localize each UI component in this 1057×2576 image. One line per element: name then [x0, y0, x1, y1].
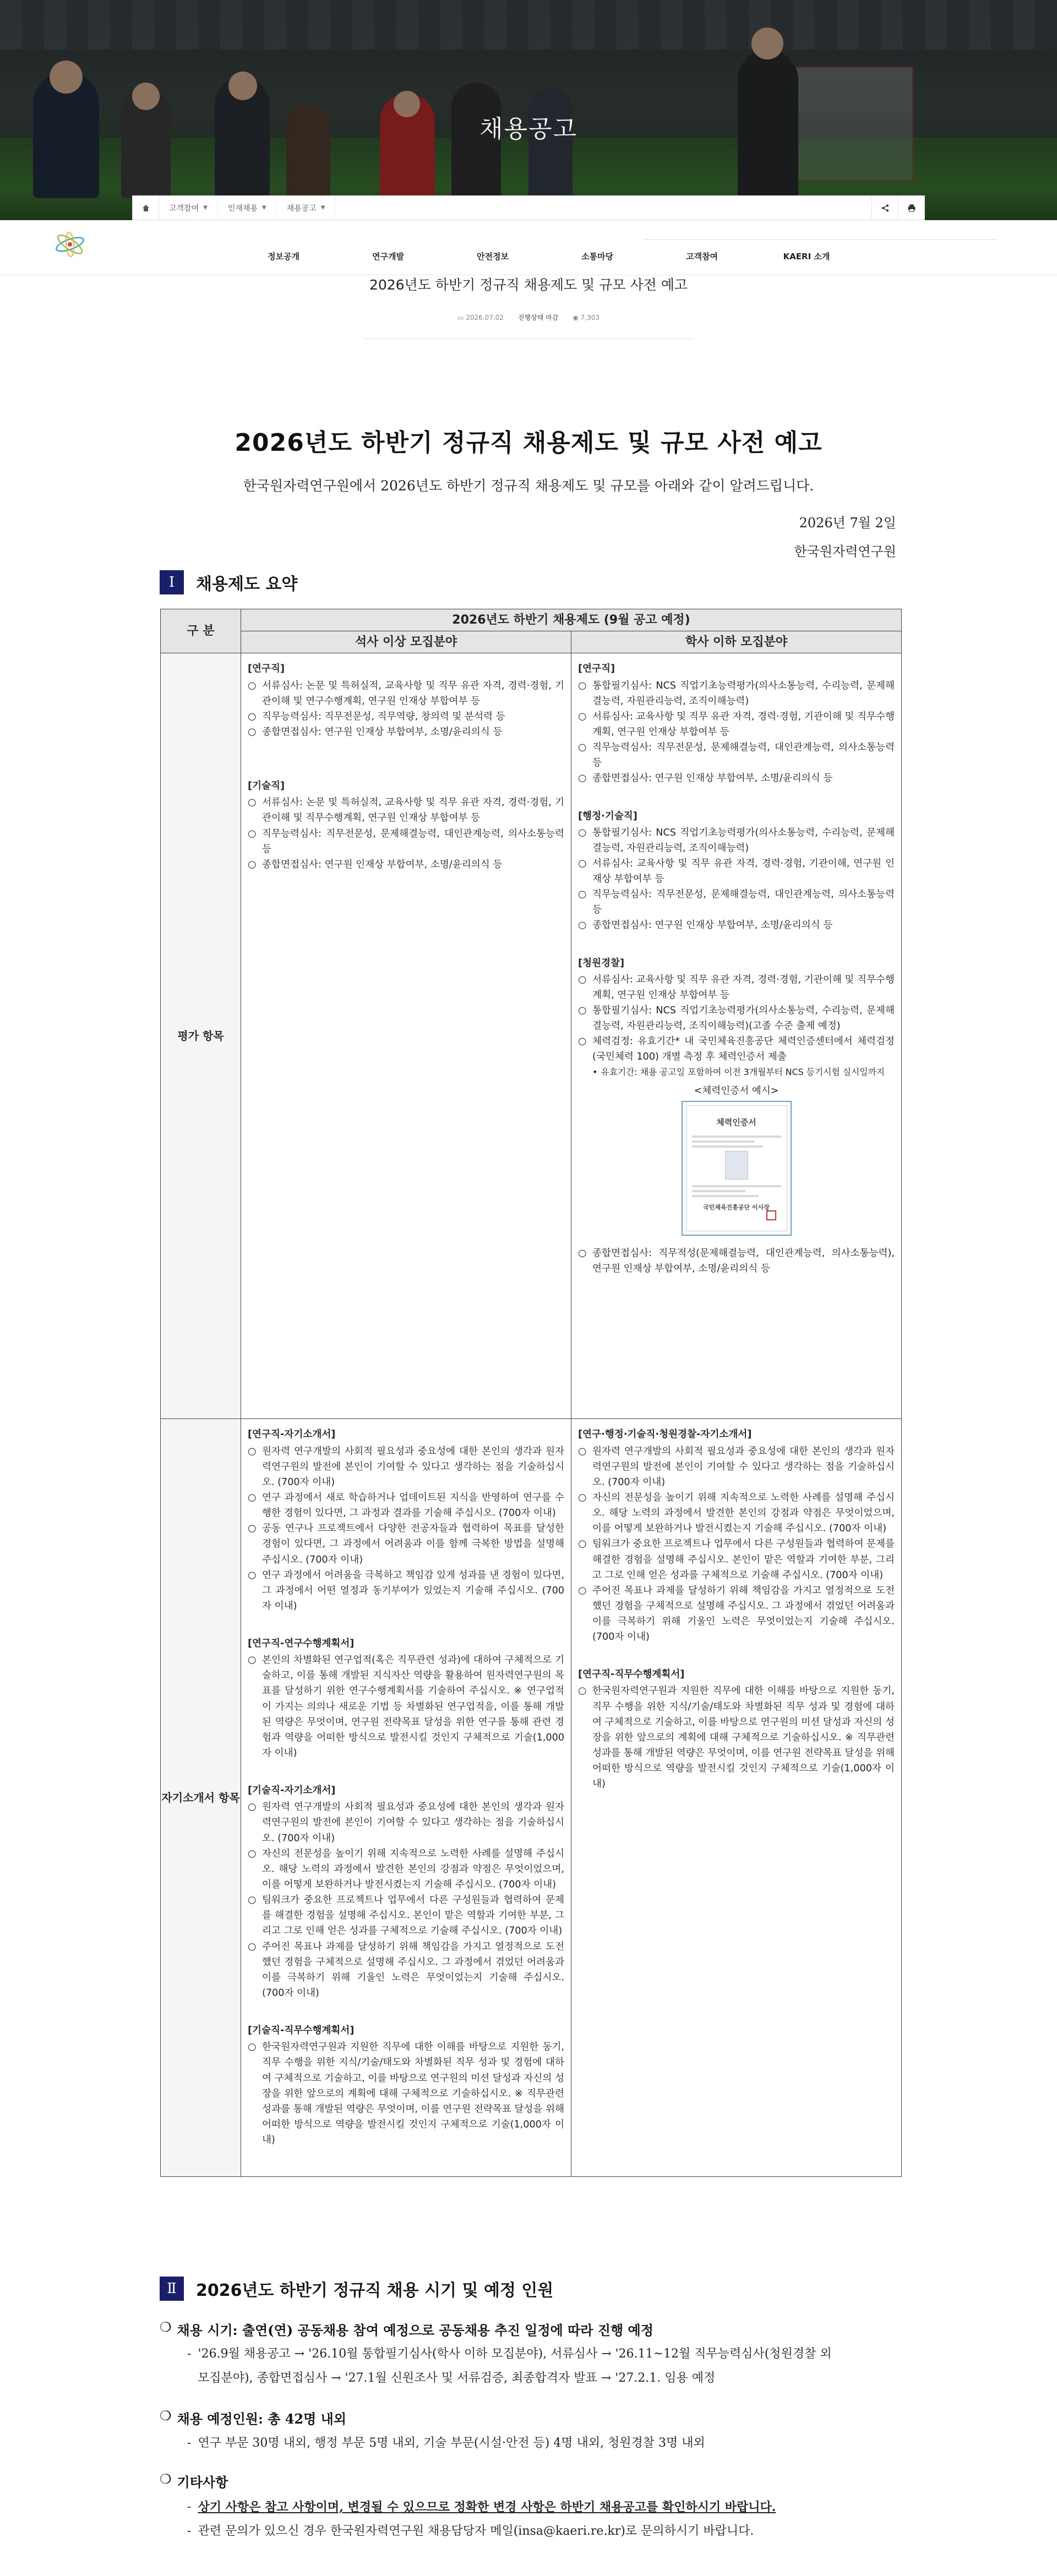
criteria-item: ○ 주어진 목표나 과제를 달성하기 위해 책임감을 가지고 열정적으로 도전했던 경험을 구체적으로 설명해 주십시오. 그 과정에서 겪었던 어려움과 이를 극복하기 위해 기울인 노력은 무엇이었는지 기술해 주십시오. (700자 이내): [248, 1941, 564, 1999]
criteria-item: ○ 한국원자력연구원과 지원한 직무에 대한 이해를 바탕으로 지원한 동기, 직무 수행을 위한 지식/기술/태도와 차별화된 직무 성과 및 경험에 대하여 구체적으로 기술하고, 이를 바탕으로 연구원의 미션 달성과 자신의 성장을 위한 앞으로의 계획에 대해 구체적으로 기술하십시오. ※ 직무관련 성과를 통해 개발된 역량은 무엇이며, 이를 연구원 전략목표 달성을 위해 어떠한 방식으로 역량을 발전시킬 것인지 구체적으로 기술(1,000자 이내): [248, 2042, 564, 2146]
criteria-item: ○ 본인의 차별화된 연구업적(혹은 직무관련 성과)에 대하여 구체적으로 기술하고, 이를 통해 개발된 지식자산 역량을 활용하여 원자력연구원의 목표를 달성하기 위한 연구수행계획서를 기술하여 주십시오. ※ 연구업적이 가지는 의의나 새로운 기법 등 차별화된 연구업적을, 이를 통해 개발된 역량은 무엇이며, 연구원 전략목표 달성을 위한 연구를 통해 관련 경험과 역량을 어떠한 방식으로 발전시킬 것인지 구체적으로 기술(1,000자 이내): [248, 1655, 565, 1759]
criteria-block: [248, 1636, 564, 1761]
criteria-item: ○ 통합필기심사: NCS 직업기초능력평가(의사소통능력, 수리능력, 문제해결능력, 자원관리능력, 조직이해능력): [578, 827, 895, 854]
bullet-heading: ❍ 채용 시기: 출연(연) 공동채용 참여 예정으로 공동채용 추진 일정에 따라 진행 예정: [160, 2320, 653, 2338]
certificate-example-image: 체력인증서 국민체육진흥공단 이사장: [682, 1101, 792, 1236]
criteria-item: ○ 직무능력심사: 직무전문성, 직무역량, 창의력 및 분석력 등: [248, 711, 505, 722]
share-icon[interactable]: [871, 196, 898, 220]
criteria-title: [기술직]: [248, 781, 285, 792]
gnb-item[interactable]: 정보공개: [268, 252, 299, 261]
breadcrumb-item[interactable]: 인재채용 ▼: [218, 196, 277, 220]
criteria-block: [248, 1427, 564, 1614]
bullet-detail: - 연구 부문 30명 내외, 행정 부문 5명 내외, 기술 부문(시설·안전 등) 4명 내외, 청원경찰 3명 내외: [187, 2436, 705, 2450]
post-title: 2026년도 하반기 정규직 채용제도 및 규모 사전 예고: [369, 277, 688, 293]
bullet-detail: 모집분야), 종합면접심사 → '27.1월 신원조사 및 서류검증, 최종합격자 발표 → '27.2.1. 임용 예정: [198, 2371, 716, 2385]
section-heading: [160, 570, 297, 594]
criteria-title: [연구·행정·기술직·청원경찰-자기소개서]: [578, 1429, 752, 1440]
eval-right-cell: [571, 653, 902, 1419]
criteria-item: ○ 서류심사: 교육사항 및 직무 유관 자격, 경력·경험, 기관이해 및 직무수행계획, 연구원 인재상 부합여부 등: [578, 974, 895, 1001]
section-title: 채용제도 요약: [196, 575, 298, 594]
criteria-item: ○ 종합면접심사: 연구원 인재상 부합여부, 소명/윤리의식 등: [248, 726, 503, 738]
chevron-down-icon: ▼: [320, 205, 325, 211]
row-header: 평가 항목: [161, 653, 241, 1419]
breadcrumb-item[interactable]: 고객참여 ▼: [159, 196, 218, 220]
intro-left-cell: [241, 1419, 571, 2177]
criteria-block: [248, 661, 564, 740]
criteria-title: [청원경찰]: [578, 957, 625, 969]
criteria-item: ○ 공동 연구나 프로젝트에서 다양한 전공자들과 협력하여 목표를 달성한 경험이 있다면, 그 과정에서 어려움과 이를 함께 극복한 방법을 설명해 주십시오. (700자 이내): [248, 1523, 564, 1565]
criteria-item: ○ 통합필기심사: NCS 직업기초능력평가(의사소통능력, 수리능력, 문제해결능력, 자원관리능력, 조직이해능력)(고졸 수준 출제 예정): [578, 1005, 895, 1032]
document-intro: 한국원자력연구원에서 2026년도 하반기 정규직 채용제도 및 규모를 아래와 같이 알려드립니다.: [243, 478, 814, 494]
criteria-item: ○ 원자력 연구개발의 사회적 필요성과 중요성에 대한 본인의 생각과 원자력연구원의 발전에 본인이 기여할 수 있다고 생각하는 점을 기술하십시오. (700자 이내): [248, 1802, 564, 1844]
table-col-header: 석사 이상 모집분야: [241, 631, 571, 653]
criteria-item: ○ 연구 과정에서 어려움을 극복하고 책임감 있게 성과를 낸 경험이 있다면, 그 과정에서 어떤 열정과 동기부여가 있었는지 기술해 주십시오. (700자 이내): [248, 1569, 564, 1612]
criteria-title: [연구직-직무수행계획서]: [578, 1669, 685, 1680]
document-org: 한국원자력연구원: [794, 544, 896, 559]
criteria-block: [248, 2023, 564, 2148]
section-heading: [160, 2277, 553, 2301]
criteria-item: ○ 체력검정: 유효기간* 내 국민체육진흥공단 체력인증센터에서 체력검정(국민체력 100) 개별 측정 후 체력인증서 제출: [578, 1036, 895, 1063]
document-title: 2026년도 하반기 정규직 채용제도 및 규모 사전 예고: [235, 429, 822, 457]
row-header: 자기소개서 항목: [161, 1419, 241, 2177]
criteria-title: [행정·기술직]: [578, 810, 638, 822]
table-col-header: 학사 이하 모집분야: [571, 631, 902, 653]
criteria-item: ○ 원자력 연구개발의 사회적 필요성과 중요성에 대한 본인의 생각과 원자력연구원의 발전에 본인이 기여할 수 있다고 생각하는 점을 기술하십시오. (700자 이내): [578, 1445, 895, 1488]
bullet-heading: ❍ 기타사항: [160, 2471, 228, 2490]
criteria-item: ○ 종합면접심사: 연구원 인재상 부합여부, 소명/윤리의식 등: [248, 859, 503, 870]
bullet-detail: - 상기 사항은 참고 사항이며, 변경될 수 있으므로 정확한 변경 사항은 하반기 채용공고를 확인하시기 바랍니다.: [187, 2500, 776, 2514]
home-icon[interactable]: [133, 196, 159, 220]
criteria-title: [연구직]: [578, 663, 615, 675]
section-number: Ⅰ: [160, 570, 184, 594]
bullet-detail: - 관련 문의가 있으신 경우 한국원자력연구원 채용담당자 메일(insa@kaeri.re.kr)로 문의하시기 바랍니다.: [187, 2524, 754, 2538]
criteria-item: ○ 팀워크가 중요한 프로젝트나 업무에서 다른 구성원들과 협력하여 문제를 해결한 경험을 설명해 주십시오. 본인이 맡은 역할과 기여한 부분, 그리고 그로 인해 얻은 성과를 구체적으로 기술해 주십시오. (700자 이내): [578, 1538, 895, 1581]
breadcrumb: [132, 195, 925, 220]
section-number: Ⅱ: [160, 2277, 184, 2301]
table-top-header: 2026년도 하반기 채용제도 (9월 공고 예정): [241, 609, 902, 631]
gnb-item[interactable]: 소통마당: [581, 252, 613, 261]
criteria-item: ○ 자신의 전문성을 높이기 위해 지속적으로 노력한 사례를 설명해 주십시오. 해당 노력의 과정에서 발견한 본인의 강점과 약점은 무엇이었으며, 이를 어떻게 보완하거나 발전시켰는지 기술해 주십시오. (700자 이내): [248, 1848, 564, 1891]
post-status: 진행상태 마감: [517, 314, 559, 321]
criteria-note: • 유효기간: 채용 공고일 포함하여 이전 3개월부터 NCS 등기시험 실시일까지: [592, 1066, 885, 1077]
criteria-title: [연구직]: [248, 663, 285, 675]
gnb-item[interactable]: KAERI 소개: [783, 252, 830, 261]
criteria-item: ○ 서류심사: 논문 및 특허실적, 교육사항 및 직무 유관 자격, 경력·경험, 기관이해 및 직무수행계획, 연구원 인재상 부합여부 등: [248, 797, 564, 824]
criteria-item: ○ 팀워크가 중요한 프로젝트나 업무에서 다른 구성원들과 협력하여 문제를 해결한 경험을 설명해 주십시오. 본인이 맡은 역할과 기여한 부분, 그리고 그로 인해 얻은 성과를 구체적으로 기술해 주십시오. (700자 이내): [248, 1895, 564, 1937]
criteria-item: ○ 종합면접심사: 연구원 인재상 부합여부, 소명/윤리의식 등: [578, 920, 833, 931]
kaeri-logo[interactable]: [51, 226, 89, 264]
criteria-item: ○ 종합면접심사: 직무적성(문제해결능력, 대인관계능력, 의사소통능력), 연구원 인재상 부합여부, 소명/윤리의식 등: [578, 1248, 895, 1275]
intro-right-cell: [571, 1419, 902, 2177]
criteria-block: [248, 778, 564, 872]
chevron-down-icon: ▼: [261, 205, 266, 211]
gnb-item[interactable]: 연구개발: [372, 252, 404, 261]
criteria-item: ○ 직무능력심사: 직무전문성, 문제해결능력, 대인관계능력, 의사소통능력 등: [578, 742, 895, 769]
criteria-block: [578, 1427, 895, 1645]
calendar-icon: ▭ 2026.07.02: [457, 313, 504, 321]
criteria-item: ○ 서류심사: 교육사항 및 직무 유관 자격, 경력·경험, 기관이해, 연구원 인재상 부합여부 등: [578, 858, 895, 885]
hero-banner: [0, 0, 1057, 220]
criteria-block: [578, 661, 895, 786]
criteria-block: [578, 956, 895, 1277]
criteria-block: [578, 1667, 895, 1792]
criteria-title: [기술직-자기소개서]: [248, 1785, 336, 1797]
criteria-title: [기술직-직무수행계획서]: [248, 2025, 355, 2037]
criteria-item: ○ 직무능력심사: 직무전문성, 문제해결능력, 대인관계능력, 의사소통능력 등: [578, 889, 895, 916]
criteria-item: ○ 자신의 전문성을 높이기 위해 지속적으로 노력한 사례를 설명해 주십시오. 해당 노력의 과정에서 발견한 본인의 강점과 약점은 무엇이었으며, 이를 어떻게 보완하거나 발전시켰는지 기술해 주십시오. (700자 이내): [578, 1492, 895, 1535]
gnb-item[interactable]: 고객참여: [686, 252, 718, 261]
main-navigation: [0, 220, 1057, 275]
certificate-caption: <체력인증서 예시>: [694, 1085, 779, 1096]
gnb-item[interactable]: 안전정보: [477, 252, 509, 261]
criteria-item: ○ 원자력 연구개발의 사회적 필요성과 중요성에 대한 본인의 생각과 원자력연구원의 발전에 본인이 기여할 수 있다고 생각하는 점을 기술하십시오. (700자 이내): [248, 1445, 564, 1488]
criteria-item: ○ 서류심사: 교육사항 및 직무 유관 자격, 경력·경험, 기관이해 및 직무수행계획, 연구원 인재상 부합여부 등: [578, 711, 895, 738]
document-date: 2026년 7월 2일: [799, 515, 896, 531]
print-icon[interactable]: [898, 196, 924, 220]
eval-left-cell: [241, 653, 571, 1419]
criteria-item: ○ 직무능력심사: 직무전문성, 문제해결능력, 대인관계능력, 의사소통능력 등: [248, 828, 564, 855]
criteria-block: [578, 809, 895, 934]
criteria-item: ○ 종합면접심사: 연구원 인재상 부합여부, 소명/윤리의식 등: [578, 773, 833, 784]
recruitment-table: [160, 609, 902, 2177]
criteria-item: ○ 한국원자력연구원과 지원한 직무에 대한 이해를 바탕으로 지원한 동기, 직무 수행을 위한 지식/기술/태도와 차별화된 직무 성과 및 경험에 대하여 구체적으로 기술하고, 이를 바탕으로 연구원의 미션 달성과 자신의 성장을 위한 앞으로의 계획에 대해 구체적으로 기술하십시오. ※ 직무관련 성과를 통해 개발된 역량은 무엇이며, 이를 연구원 전략목표 달성을 위해 어떠한 방식으로 역량을 발전시킬 것인지 구체적으로 기술(1,000자 이내): [578, 1685, 895, 1790]
breadcrumb-item[interactable]: 채용공고 ▼: [277, 196, 336, 220]
criteria-title: [연구직-자기소개서]: [248, 1429, 336, 1440]
bullet-detail: - '26.9월 채용공고 → '26.10월 통합필기심사(학사 이하 모집분야), 서류심사 → '26.11~12월 직무능력심사(청원경찰 외: [187, 2347, 832, 2361]
hero-title: 채용공고: [479, 115, 577, 143]
section-title: 2026년도 하반기 정규직 채용 시기 및 예정 인원: [196, 2281, 554, 2300]
criteria-item: ○ 연구 과정에서 새로 학습하거나 업데이트된 지식을 반영하여 연구를 수행한 경험이 있다면, 그 과정과 결과를 기술해 주십시오. (700자 이내): [248, 1492, 564, 1519]
eye-icon: ◉ 7,303: [573, 313, 600, 321]
criteria-item: ○ 주어진 목표나 과제를 달성하기 위해 책임감을 가지고 열정적으로 도전했던 경험을 구체적으로 설명해 주십시오. 그 과정에서 겪었던 어려움과 이를 극복하기 위해 기울인 노력은 무엇이었는지 기술해 주십시오. (700자 이내): [578, 1585, 895, 1643]
criteria-item: ○ 통합필기심사: NCS 직업기초능력평가(의사소통능력, 수리능력, 문제해결능력, 자원관리능력, 조직이해능력): [578, 680, 895, 707]
criteria-title: [연구직-연구수행계획서]: [248, 1638, 355, 1650]
criteria-block: [248, 1783, 564, 2001]
criteria-item: ○ 서류심사: 논문 및 특허실적, 교육사항 및 직무 유관 자격, 경력·경험, 기관이해 및 연구수행계획, 연구원 인재상 부합여부 등: [248, 680, 564, 707]
table-corner: 구 분: [161, 609, 241, 653]
chevron-down-icon: ▼: [203, 205, 208, 211]
post-meta: [0, 313, 1057, 322]
bullet-heading: ❍ 채용 예정인원: 총 42명 내외: [160, 2408, 347, 2427]
